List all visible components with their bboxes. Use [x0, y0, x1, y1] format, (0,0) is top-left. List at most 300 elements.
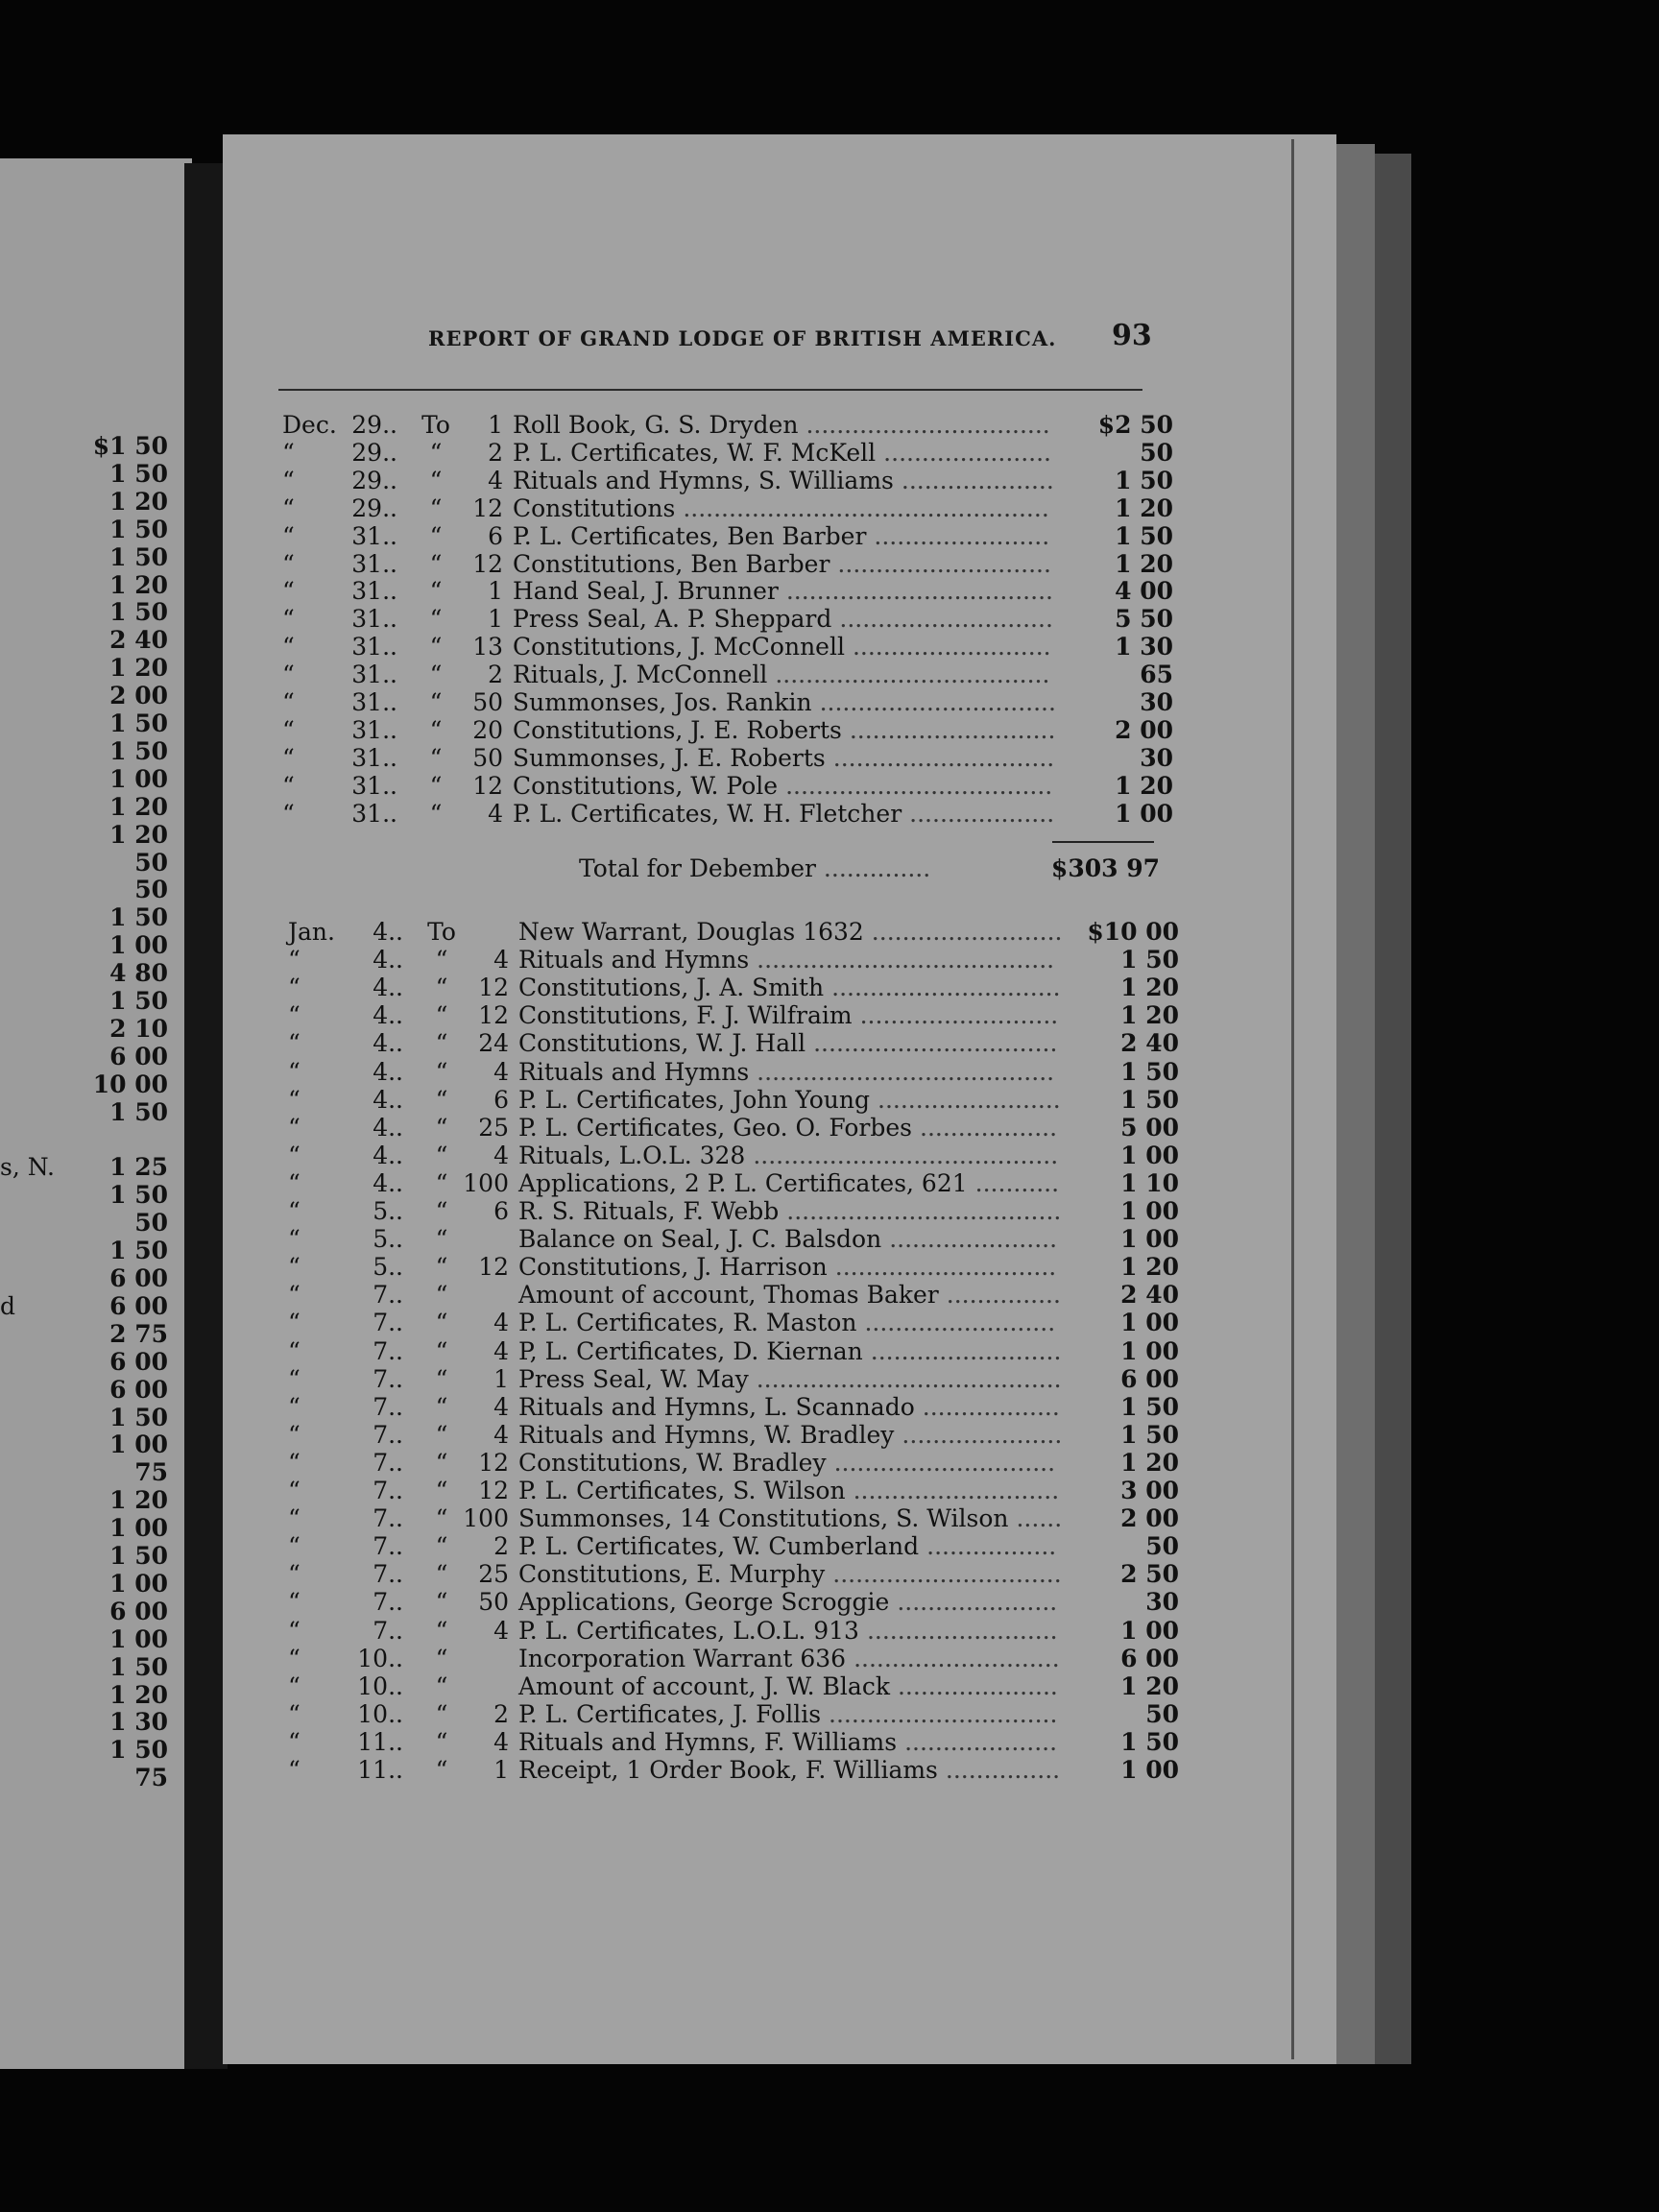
- leader-dots: ......: [1016, 1504, 1063, 1533]
- ledger-row: [282, 716, 1185, 744]
- entry-to: “: [435, 1364, 448, 1393]
- entry-month: “: [288, 1644, 301, 1672]
- entry-day: 31..: [351, 688, 397, 716]
- entry-description: P. L. Certificates, L.O.L. 913: [518, 1616, 859, 1645]
- leader-dots: ..............................: [832, 1560, 1062, 1589]
- entry-to: “: [435, 1309, 448, 1337]
- entry-quantity: 20: [472, 715, 503, 744]
- ledger-row: [288, 1756, 1190, 1784]
- entry-day: 29..: [351, 493, 397, 522]
- entry-amount: 1 50: [1115, 466, 1173, 494]
- entry-month: “: [288, 1699, 301, 1728]
- entry-day: 31..: [351, 605, 397, 634]
- entry-day: 31..: [351, 549, 397, 578]
- entry-month: “: [288, 1001, 301, 1030]
- entry-month: “: [288, 1057, 301, 1086]
- entry-month: “: [288, 1588, 301, 1617]
- leader-dots: ...........: [974, 1168, 1060, 1197]
- left-page-amount: 6 00: [109, 1347, 168, 1376]
- entry-day: 31..: [351, 577, 397, 606]
- entry-month: “: [288, 1225, 301, 1254]
- leader-dots: .................: [926, 1532, 1057, 1561]
- ledger-row: [288, 1645, 1190, 1672]
- ledger-row: [282, 744, 1185, 772]
- entry-day: 7..: [373, 1392, 403, 1421]
- entry-quantity: 1: [488, 577, 503, 606]
- entry-amount: 30: [1145, 1588, 1179, 1617]
- entry-day: 7..: [373, 1448, 403, 1477]
- entry-description: Constitutions, F. J. Wilfraim: [518, 1001, 853, 1030]
- entry-day: 7..: [373, 1588, 403, 1617]
- left-page-amount: 1 20: [109, 487, 168, 516]
- entry-description: Incorporation Warrant 636: [518, 1644, 847, 1672]
- entry-to: “: [429, 715, 443, 744]
- entry-quantity: 2: [493, 1699, 509, 1728]
- entry-amount: 1 50: [1120, 1420, 1179, 1449]
- entry-month: “: [282, 577, 295, 606]
- left-page-amount: 75: [134, 1458, 168, 1487]
- entry-to: “: [429, 743, 443, 772]
- entry-day: 4..: [373, 1141, 403, 1169]
- entry-description: P. L. Certificates, R. Maston: [518, 1309, 857, 1337]
- left-page-amount: $1 50: [92, 432, 168, 460]
- header-rule: [278, 389, 1142, 391]
- left-page-amount: 1 20: [109, 820, 168, 849]
- entry-amount: 1 00: [1120, 1197, 1179, 1225]
- entry-month: “: [288, 1671, 301, 1700]
- left-page-amount: 6 00: [109, 1042, 168, 1070]
- left-page-amount: 1 50: [109, 1403, 168, 1431]
- entry-quantity: 1: [493, 1364, 509, 1393]
- ledger-row: [288, 1114, 1190, 1142]
- entry-month: “: [288, 946, 301, 974]
- entry-description: Constitutions, W. Bradley: [518, 1448, 827, 1477]
- leader-dots: .........................: [870, 1336, 1062, 1365]
- entry-to: “: [429, 799, 443, 828]
- entry-description: P. L. Certificates, Geo. O. Forbes: [518, 1113, 913, 1142]
- entry-amount: 1 50: [1120, 1392, 1179, 1421]
- entry-quantity: 12: [472, 493, 503, 522]
- entry-to: “: [429, 771, 443, 800]
- entry-to: “: [435, 1504, 448, 1533]
- ledger-row: [288, 1169, 1190, 1197]
- entry-day: 7..: [373, 1364, 403, 1393]
- entry-quantity: 1: [493, 1756, 509, 1784]
- left-page-amount: 1 20: [109, 1486, 168, 1515]
- ledger-row: [288, 1477, 1190, 1504]
- entry-day: 29..: [351, 438, 397, 467]
- entry-description: Hand Seal, J. Brunner: [513, 577, 779, 606]
- entry-quantity: 25: [478, 1560, 509, 1589]
- entry-day: 29..: [351, 411, 397, 439]
- entry-quantity: 50: [472, 688, 503, 716]
- entry-quantity: 4: [493, 946, 509, 974]
- entry-description: Press Seal, W. May: [518, 1364, 749, 1393]
- left-page-amount: 1 50: [109, 1736, 168, 1765]
- entry-day: 5..: [373, 1253, 403, 1282]
- entry-description: Amount of account, Thomas Baker: [518, 1281, 939, 1310]
- entry-day: 10..: [357, 1644, 403, 1672]
- entry-month: “: [282, 521, 295, 550]
- leader-dots: ............................: [837, 549, 1051, 578]
- entry-month: “: [288, 1727, 301, 1756]
- entry-to: “: [429, 633, 443, 661]
- leader-dots: .......................: [874, 521, 1050, 550]
- entry-to: “: [435, 1588, 448, 1617]
- entry-day: 31..: [351, 743, 397, 772]
- entry-quantity: 12: [472, 549, 503, 578]
- entry-description: Constitutions, W. Pole: [513, 771, 779, 800]
- ledger-row: [288, 1281, 1190, 1309]
- entry-month: “: [288, 1309, 301, 1337]
- entry-amount: 1 20: [1115, 771, 1173, 800]
- entry-month: “: [288, 974, 301, 1002]
- ledger-row: [288, 1700, 1190, 1728]
- entry-amount: 1 20: [1120, 1671, 1179, 1700]
- entry-to: “: [429, 549, 443, 578]
- entry-day: 4..: [373, 1029, 403, 1058]
- entry-month: “: [288, 1281, 301, 1310]
- entry-day: 7..: [373, 1336, 403, 1365]
- entry-amount: 1 20: [1120, 1001, 1179, 1030]
- entry-to: “: [435, 1477, 448, 1504]
- left-page-amount: 1 50: [109, 1097, 168, 1126]
- left-page-amount: 1 00: [109, 1569, 168, 1598]
- entry-month: “: [288, 1504, 301, 1533]
- entry-description: Applications, George Scroggie: [518, 1588, 890, 1617]
- ledger-row: [288, 1672, 1190, 1700]
- entry-month: “: [282, 633, 295, 661]
- entry-day: 7..: [373, 1477, 403, 1504]
- leader-dots: ................................: [805, 411, 1050, 439]
- left-page-amount: 1 50: [109, 459, 168, 488]
- entry-month: “: [282, 438, 295, 467]
- entry-to: “: [429, 605, 443, 634]
- entry-amount: 1 50: [1120, 1057, 1179, 1086]
- entry-to: To: [427, 918, 456, 946]
- entry-amount: 1 50: [1115, 521, 1173, 550]
- leader-dots: ......................: [889, 1225, 1058, 1254]
- entry-amount: 2 40: [1120, 1029, 1179, 1058]
- entry-day: 10..: [357, 1671, 403, 1700]
- entry-to: To: [421, 411, 450, 439]
- entry-description: Constitutions, J. A. Smith: [518, 974, 825, 1002]
- entry-amount: 1 50: [1120, 1085, 1179, 1114]
- entry-quantity: 12: [472, 771, 503, 800]
- entry-quantity: 4: [493, 1616, 509, 1645]
- ledger-row: [282, 467, 1185, 494]
- entry-quantity: 6: [493, 1197, 509, 1225]
- ledger-row: [288, 1532, 1190, 1560]
- left-page-amount: 4 80: [109, 959, 168, 988]
- left-page-amount: 1 25: [109, 1153, 168, 1182]
- ledger-row: [282, 633, 1185, 661]
- page-edge-line: [1291, 139, 1294, 2059]
- leader-dots: ...........................: [849, 715, 1056, 744]
- entry-day: 5..: [373, 1225, 403, 1254]
- leader-dots: ...............: [946, 1281, 1061, 1310]
- ledger-row: [288, 1058, 1190, 1086]
- leader-dots: ..........................: [852, 633, 1051, 661]
- entry-month: “: [288, 1085, 301, 1114]
- entry-day: 7..: [373, 1532, 403, 1561]
- entry-day: 4..: [373, 918, 403, 946]
- entry-to: “: [435, 1253, 448, 1282]
- entry-amount: 1 10: [1120, 1168, 1179, 1197]
- entry-day: 31..: [351, 715, 397, 744]
- entry-amount: 5 50: [1115, 605, 1173, 634]
- ledger-row: [288, 974, 1190, 1001]
- entry-to: “: [435, 1336, 448, 1365]
- entry-amount: 30: [1140, 688, 1173, 716]
- ledger-row: [288, 1393, 1190, 1421]
- total-rule: [1052, 841, 1154, 843]
- leader-dots: ....................................: [786, 1197, 1062, 1225]
- entry-to: “: [429, 577, 443, 606]
- entry-to: “: [435, 1141, 448, 1169]
- leader-dots: ...............................: [819, 688, 1056, 716]
- entry-month: “: [282, 549, 295, 578]
- entry-quantity: 50: [478, 1588, 509, 1617]
- leader-dots: .............................: [834, 1253, 1057, 1282]
- entry-month: “: [288, 1420, 301, 1449]
- entry-month: “: [282, 799, 295, 828]
- ledger-row: [288, 1617, 1190, 1645]
- left-page-amount: 1 20: [109, 792, 168, 821]
- ledger-row: [288, 1365, 1190, 1393]
- entry-amount: 2 00: [1120, 1504, 1179, 1533]
- ledger-row: [288, 918, 1190, 946]
- book-gutter: [184, 163, 228, 2069]
- left-page-amount: 1 50: [109, 903, 168, 932]
- left-page-amount: 1 50: [109, 1237, 168, 1265]
- entry-description: Rituals and Hymns, W. Bradley: [518, 1420, 895, 1449]
- entry-description: Receipt, 1 Order Book, F. Williams: [518, 1756, 938, 1784]
- entry-amount: $10 00: [1087, 918, 1179, 946]
- entry-description: P. L. Certificates, W. F. McKell: [513, 438, 877, 467]
- entry-day: 7..: [373, 1309, 403, 1337]
- leader-dots: ....................: [901, 466, 1054, 494]
- leader-dots: ...................................: [785, 577, 1053, 606]
- entry-day: 7..: [373, 1420, 403, 1449]
- december-total-label: Total for Debember ..............: [579, 854, 931, 882]
- leader-dots: ........................................: [753, 1141, 1059, 1169]
- leader-dots: ................................: [813, 1029, 1058, 1058]
- left-page-amount: 1 00: [109, 764, 168, 793]
- entry-to: “: [435, 1560, 448, 1589]
- entry-description: Rituals, L.O.L. 328: [518, 1141, 746, 1169]
- left-page-fragment: d: [0, 1291, 16, 1320]
- entry-quantity: 100: [463, 1168, 509, 1197]
- entry-month: “: [282, 466, 295, 494]
- entry-day: 5..: [373, 1197, 403, 1225]
- entry-quantity: 25: [478, 1113, 509, 1142]
- entry-to: “: [435, 1671, 448, 1700]
- entry-amount: 1 00: [1120, 1141, 1179, 1169]
- left-page-amount: 1 20: [109, 654, 168, 683]
- entry-amount: 50: [1140, 438, 1173, 467]
- ledger-row: [288, 1449, 1190, 1477]
- entry-to: “: [435, 1113, 448, 1142]
- entry-month: “: [282, 743, 295, 772]
- ledger-row: [288, 1225, 1190, 1253]
- left-page-amount: 6 00: [109, 1264, 168, 1292]
- leader-dots: ......................: [883, 438, 1052, 467]
- entry-description: Applications, 2 P. L. Certificates, 621: [518, 1168, 968, 1197]
- entry-month: “: [282, 605, 295, 634]
- left-page-amount: 1 50: [109, 987, 168, 1015]
- entry-to: “: [429, 688, 443, 716]
- entry-amount: 30: [1140, 743, 1173, 772]
- ledger-row: [282, 661, 1185, 688]
- entry-description: Constitutions, Ben Barber: [513, 549, 830, 578]
- entry-month: “: [288, 1392, 301, 1421]
- entry-description: Amount of account, J. W. Black: [518, 1671, 890, 1700]
- entry-to: “: [435, 1197, 448, 1225]
- entry-description: Constitutions, W. J. Hall: [518, 1029, 806, 1058]
- entry-month: “: [288, 1113, 301, 1142]
- entry-day: 4..: [373, 1168, 403, 1197]
- entry-description: Rituals and Hymns: [518, 1057, 750, 1086]
- entry-amount: 1 20: [1115, 493, 1173, 522]
- entry-description: Constitutions, J. McConnell: [513, 633, 845, 661]
- left-page-amount: 1 50: [109, 709, 168, 737]
- entry-day: 4..: [373, 1057, 403, 1086]
- entry-amount: $2 50: [1097, 411, 1173, 439]
- entry-description: New Warrant, Douglas 1632: [518, 918, 864, 946]
- entry-to: “: [435, 1532, 448, 1561]
- entry-amount: 4 00: [1115, 577, 1173, 606]
- entry-quantity: 2: [488, 438, 503, 467]
- entry-quantity: 12: [478, 1448, 509, 1477]
- left-page-amount: 6 00: [109, 1375, 168, 1404]
- ledger-row: [282, 605, 1185, 633]
- entry-month: Jan.: [288, 918, 335, 946]
- left-page-fragment: s, N.: [0, 1153, 55, 1182]
- entry-day: 4..: [373, 974, 403, 1002]
- entry-to: “: [435, 1168, 448, 1197]
- entry-month: “: [288, 1477, 301, 1504]
- entry-description: P, L. Certificates, D. Kiernan: [518, 1336, 863, 1365]
- entry-month: “: [288, 1029, 301, 1058]
- entry-amount: 1 00: [1120, 1225, 1179, 1254]
- entry-to: “: [435, 1448, 448, 1477]
- entry-amount: 1 20: [1120, 1448, 1179, 1477]
- leader-dots: ..................: [922, 1392, 1060, 1421]
- entry-description: P. L. Certificates, S. Wilson: [518, 1477, 846, 1504]
- left-page-amount: 50: [134, 1209, 168, 1238]
- book-edge: [1336, 144, 1375, 2064]
- entry-quantity: 4: [493, 1727, 509, 1756]
- entry-to: “: [435, 1756, 448, 1784]
- entry-description: P. L. Certificates, Ben Barber: [513, 521, 867, 550]
- entry-day: 7..: [373, 1504, 403, 1533]
- ledger-row: [288, 1001, 1190, 1029]
- entry-day: 31..: [351, 661, 397, 689]
- leader-dots: ...........................: [853, 1477, 1060, 1504]
- entry-amount: 2 40: [1120, 1281, 1179, 1310]
- entry-amount: 1 20: [1115, 549, 1173, 578]
- left-page-amount: 1 50: [109, 736, 168, 765]
- entry-quantity: 1: [488, 411, 503, 439]
- entry-quantity: 1: [488, 605, 503, 634]
- entry-amount: 1 00: [1115, 799, 1173, 828]
- entry-description: P. L. Certificates, J. Follis: [518, 1699, 822, 1728]
- entry-day: 10..: [357, 1699, 403, 1728]
- entry-to: “: [435, 1029, 448, 1058]
- entry-to: “: [429, 493, 443, 522]
- left-page-amount: 1 20: [109, 570, 168, 599]
- entry-quantity: 4: [493, 1057, 509, 1086]
- leader-dots: .......................................: [757, 946, 1055, 974]
- entry-amount: 1 00: [1120, 1756, 1179, 1784]
- entry-month: “: [282, 661, 295, 689]
- entry-quantity: 4: [493, 1392, 509, 1421]
- entry-to: “: [435, 1420, 448, 1449]
- left-page-amount: 1 00: [109, 1624, 168, 1653]
- entry-amount: 65: [1140, 661, 1173, 689]
- leader-dots: .........................: [864, 1309, 1056, 1337]
- leader-dots: ...................................: [785, 771, 1053, 800]
- leader-dots: ...............: [945, 1756, 1061, 1784]
- entry-description: Rituals and Hymns, S. Williams: [513, 466, 894, 494]
- entry-quantity: 4: [493, 1141, 509, 1169]
- entry-description: Rituals and Hymns, F. Williams: [518, 1727, 898, 1756]
- leader-dots: .........................: [871, 918, 1063, 946]
- ledger-row: [282, 411, 1185, 439]
- entry-description: Rituals and Hymns: [518, 946, 750, 974]
- left-page-amount: 1 50: [109, 515, 168, 543]
- entry-to: “: [429, 521, 443, 550]
- ledger-row: [288, 1309, 1190, 1336]
- entry-description: Constitutions, J. E. Roberts: [513, 715, 842, 744]
- entry-quantity: 6: [488, 521, 503, 550]
- entry-to: “: [435, 1057, 448, 1086]
- entry-amount: 1 20: [1120, 974, 1179, 1002]
- leader-dots: ...................: [909, 799, 1055, 828]
- entry-day: 31..: [351, 633, 397, 661]
- entry-month: “: [288, 1364, 301, 1393]
- entry-quantity: 12: [478, 1001, 509, 1030]
- ledger-row: [288, 1504, 1190, 1532]
- entry-month: “: [282, 771, 295, 800]
- entry-amount: 5 00: [1120, 1113, 1179, 1142]
- entry-quantity: 12: [478, 1477, 509, 1504]
- entry-month: “: [288, 1197, 301, 1225]
- entry-day: 4..: [373, 1085, 403, 1114]
- entry-description: Rituals and Hymns, L. Scannado: [518, 1392, 915, 1421]
- entry-description: P. L. Certificates, John Young: [518, 1085, 871, 1114]
- ledger-row: [282, 494, 1185, 522]
- entry-day: 31..: [351, 771, 397, 800]
- entry-day: 31..: [351, 799, 397, 828]
- left-page-amount: 1 00: [109, 1514, 168, 1543]
- entry-month: “: [288, 1756, 301, 1784]
- left-page-amount: 1 50: [109, 542, 168, 571]
- entry-day: 29..: [351, 466, 397, 494]
- entry-description: Press Seal, A. P. Sheppard: [513, 605, 832, 634]
- left-page-amount: 1 00: [109, 931, 168, 960]
- ledger-row: [282, 688, 1185, 716]
- entry-to: “: [435, 1001, 448, 1030]
- entry-description: Constitutions: [513, 493, 676, 522]
- left-page-amount: 2 40: [109, 626, 168, 655]
- entry-to: “: [435, 1225, 448, 1254]
- leader-dots: ........................................: [756, 1364, 1062, 1393]
- left-page-amount: 50: [134, 848, 168, 877]
- ledger-row: [288, 1197, 1190, 1225]
- entry-month: “: [288, 1141, 301, 1169]
